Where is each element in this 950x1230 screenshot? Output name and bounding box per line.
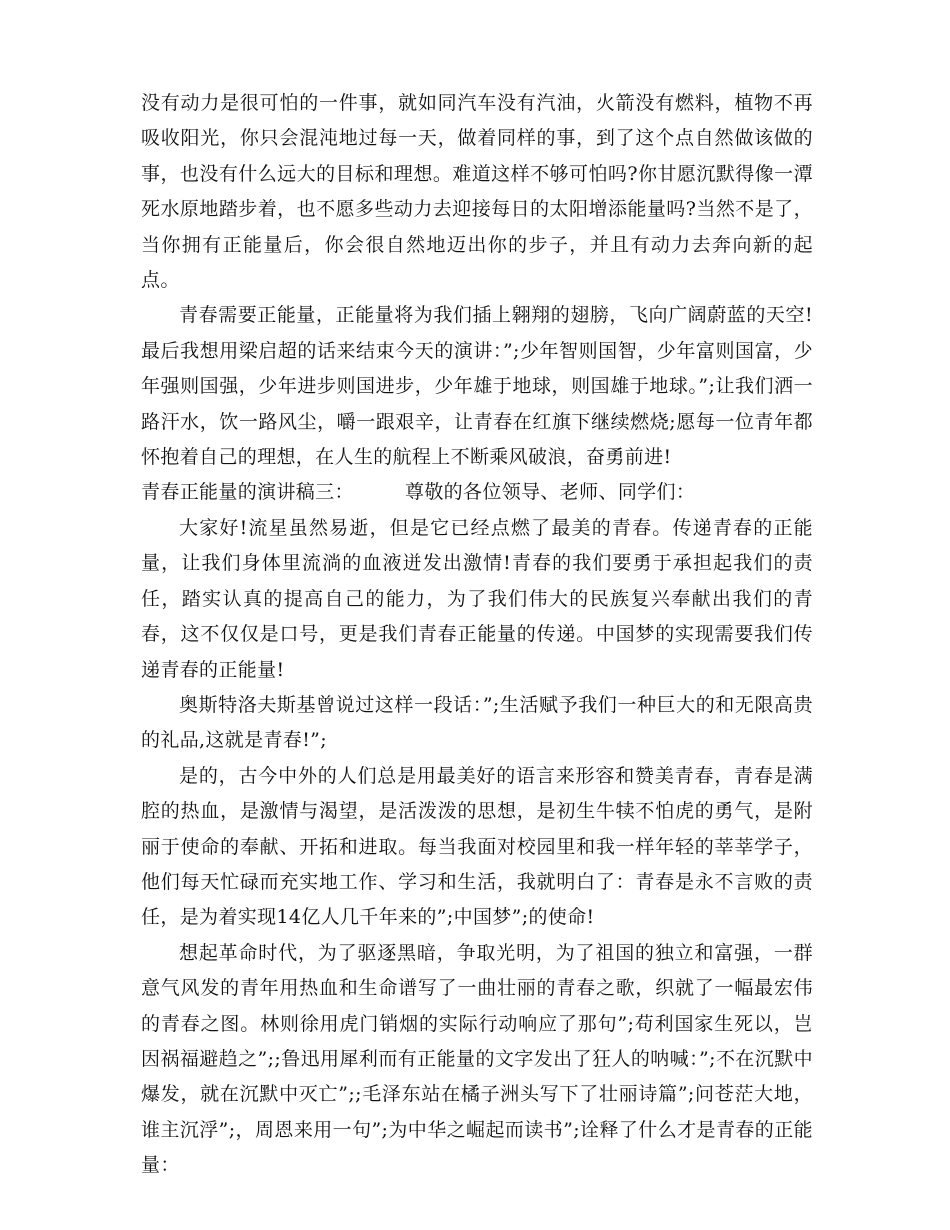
paragraph-5: 是的，古今中外的人们总是用最美好的语言来形容和赞美青春，青春是满腔的热血，是激情与渴望，是活泼泼的思想，是初生牛犊不怕虎的勇气，是附丽于使命的奉献、开拓和进取。每当我面对校园里和我一样年轻的莘莘学子，他们每天忙碌而充实地工作、学习和生活，我就明白了：青春是永不言败的责任，是为着实现14亿人几千年来的”;中国梦”;的使命!	[141, 764, 813, 929]
section-heading: 青春正能量的演讲稿三： 尊敬的各位领导、老师、同学们：	[141, 481, 696, 504]
paragraph-6: 想起革命时代，为了驱逐黑暗，争取光明，为了祖国的独立和富强，一群意气风发的青年用热血和生命谱写了一曲壮丽的青春之歌，织就了一幅最宏伟的青春之图。林则徐用虎门销烟的实际行动响应了那句”;苟利国家生死以，岂因祸福避趋之”;;鲁迅用犀利而有正能量的文字发出了狂人的呐喊：”;不在沉默中爆发，就在沉默中灭亡”;;毛泽东站在橘子洲头写下了壮丽诗篇”;问苍茫大地，谁主沉浮”;，周恩来用一句”;为中华之崛起而读书”;诠释了什么才是青春的正能量：	[141, 941, 813, 1177]
paragraph-4: 奥斯特洛夫斯基曾说过这样一段话：”;生活赋予我们一种巨大的和无限高贵的礼品,这就是青春!”;	[141, 693, 813, 752]
paragraph-2: 青春需要正能量，正能量将为我们插上翱翔的翅膀，飞向广阔蔚蓝的天空!最后我想用梁启超的话来结束今天的演讲：”;少年智则国智，少年富则国富，少年强则国强，少年进步则国进步，少年雄于地球，则国雄于地球。”;让我们洒一路汗水，饮一路风尘，嚼一跟艰辛，让青春在红旗下继续燃烧;愿每一位青年都怀抱着自己的理想，在人生的航程上不断乘风破浪，奋勇前进!	[141, 304, 813, 469]
paragraph-1: 没有动力是很可怕的一件事，就如同汽车没有汽油，火箭没有燃料，植物不再吸收阳光，你只会混沌地过每一天，做着同样的事，到了这个点自然做该做的事，也没有什么远大的目标和理想。难道这样不够可怕吗?你甘愿沉默得像一潭死水原地踏步着，也不愿多些动力去迎接每日的太阳增添能量吗?当然不是了，当你拥有正能量后，你会很自然地迈出你的步子，并且有动力去奔向新的起点。	[141, 92, 813, 292]
document-body	[141, 86, 813, 1184]
paragraph-3: 大家好!流星虽然易逝，但是它已经点燃了最美的青春。传递青春的正能量，让我们身体里流淌的血液迸发出激情!青春的我们要勇于承担起我们的责任，踏实认真的提高自己的能力，为了我们伟大的民族复兴奉献出我们的青春，这不仅仅是口号，更是我们青春正能量的传递。中国梦的实现需要我们传递青春的正能量!	[141, 516, 813, 681]
